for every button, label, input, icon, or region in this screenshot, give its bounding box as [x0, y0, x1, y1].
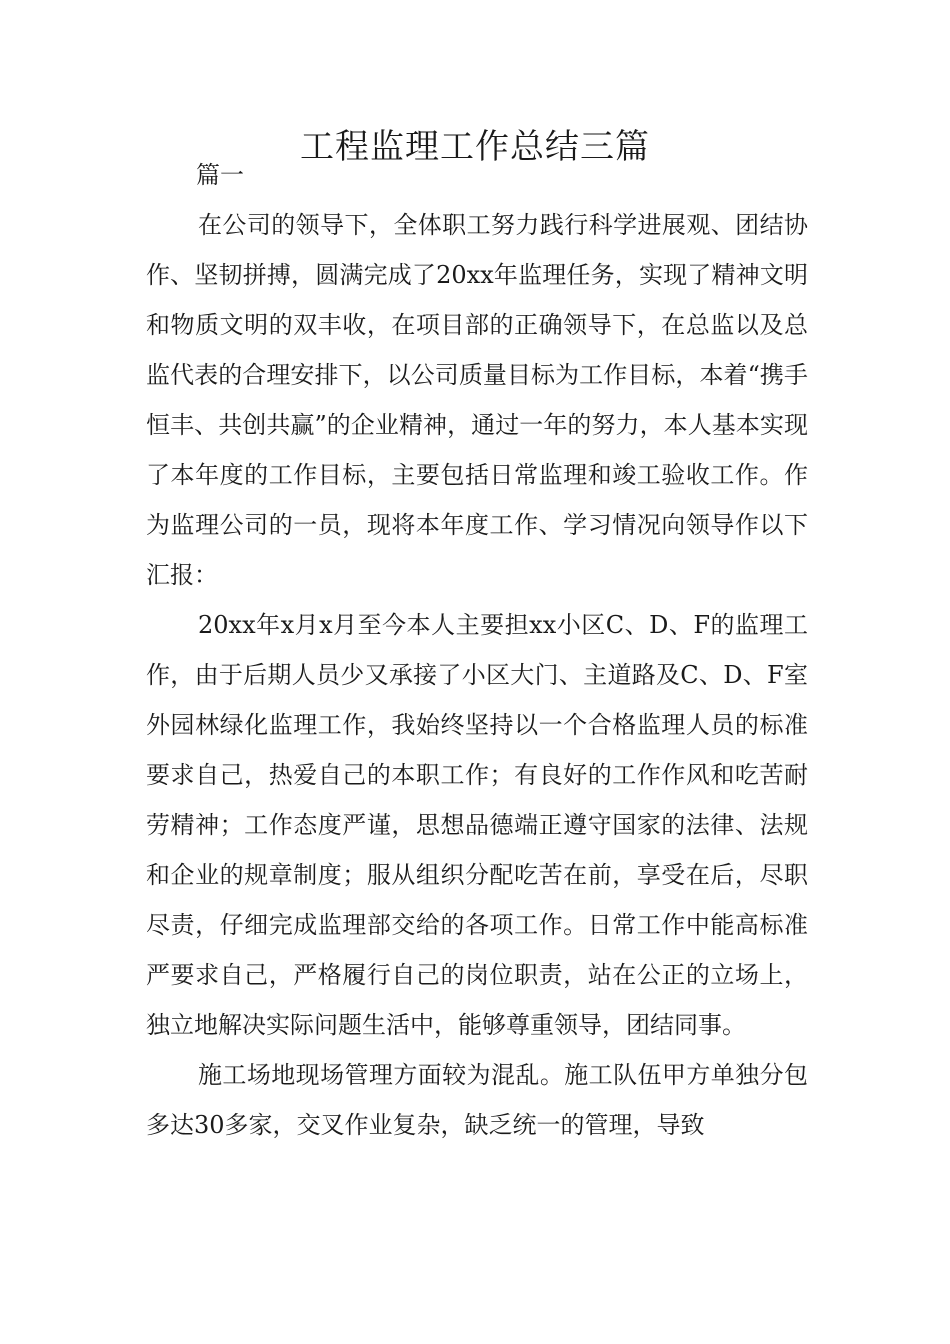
section-label: 篇一: [196, 161, 244, 189]
document-title: 工程监理工作总结三篇: [300, 127, 650, 167]
paragraph-2: 20xx年x月x月至今本人主要担xx小区C、D、F的监理工作，由于后期人员少又承接了小区大门、主道路及C、D、F室外园林绿化监理工作，我始终坚持以一个合格监理人员的标准要求自己，热爱自己的本职工作；有良好的工作作风和吃苦耐劳精神；工作态度严谨，思想品德端正遵守国家的法律、法规和企业的规章制度；服从组织分配吃苦在前，享受在后，尽职尽责，仔细完成监理部交给的各项工作。日常工作中能高标准严要求自己，严格履行自己的岗位职责，站在公正的立场上，独立地解决实际问题生活中，能够尊重领导，团结同事。: [146, 611, 808, 1039]
document-body: [146, 150, 808, 1150]
paragraph-1: 在公司的领导下，全体职工努力践行科学进展观、团结协作、坚韧拼搏，圆满完成了20xx年监理任务，实现了精神文明和物质文明的双丰收，在项目部的正确领导下，在总监以及总监代表的合理安排下，以公司质量目标为工作目标，本着“携手恒丰、共创共赢”的企业精神，通过一年的努力，本人基本实现了本年度的工作目标，主要包括日常监理和竣工验收工作。作为监理公司的一员，现将本年度工作、学习情况向领导作以下汇报：: [146, 211, 808, 589]
paragraph-3: 施工场地现场管理方面较为混乱。施工队伍甲方单独分包多达30多家，交叉作业复杂，缺乏统一的管理，导致: [146, 1061, 808, 1139]
